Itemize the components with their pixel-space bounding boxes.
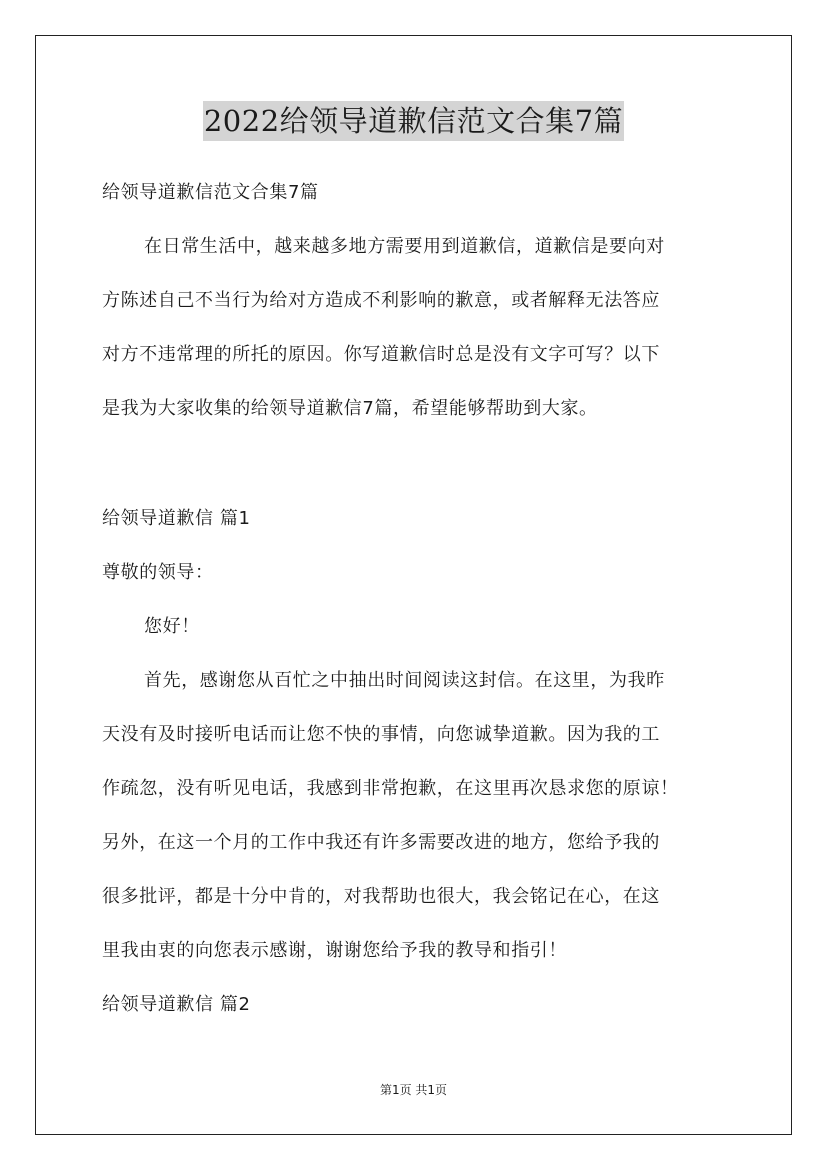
document-subtitle: 给领导道歉信范文合集7篇 [102,182,319,203]
greeting: 您好！ [144,616,200,637]
section-heading-1: 给领导道歉信 篇1 [102,508,251,529]
body-line-3: 作疏忽，没有听见电话，我感到非常抱歉，在这里再次恳求您的原谅！ [102,778,679,799]
body-line-2: 天没有及时接听电话而让您不快的事情，向您诚挚道歉。因为我的工 [102,724,660,745]
body-line-5: 很多批评，都是十分中肯的，对我帮助也很大，我会铭记在心，在这 [102,886,660,907]
document-title: 2022给领导道歉信范文合集7篇 [203,101,624,141]
body-line-4: 另外，在这一个月的工作中我还有许多需要改进的地方，您给予我的 [102,832,660,853]
body-line-6: 里我由衷的向您表示感谢，谢谢您给予我的教导和指引！ [102,940,567,961]
page-footer: 第1页 共1页 [379,1083,448,1097]
intro-line-1: 在日常生活中，越来越多地方需要用到道歉信，道歉信是要向对 [144,236,665,257]
section-heading-2: 给领导道歉信 篇2 [102,994,251,1015]
salutation: 尊敬的领导： [102,562,214,583]
intro-line-3: 对方不违常理的所托的原因。你写道歉信时总是没有文字可写？以下 [102,344,660,365]
intro-line-2: 方陈述自己不当行为给对方造成不利影响的歉意，或者解释无法答应 [102,290,660,311]
title-container [0,101,827,141]
intro-line-4: 是我为大家收集的给领导道歉信7篇，希望能够帮助到大家。 [102,398,598,419]
body-line-1: 首先，感谢您从百忙之中抽出时间阅读这封信。在这里，为我昨 [144,670,665,691]
